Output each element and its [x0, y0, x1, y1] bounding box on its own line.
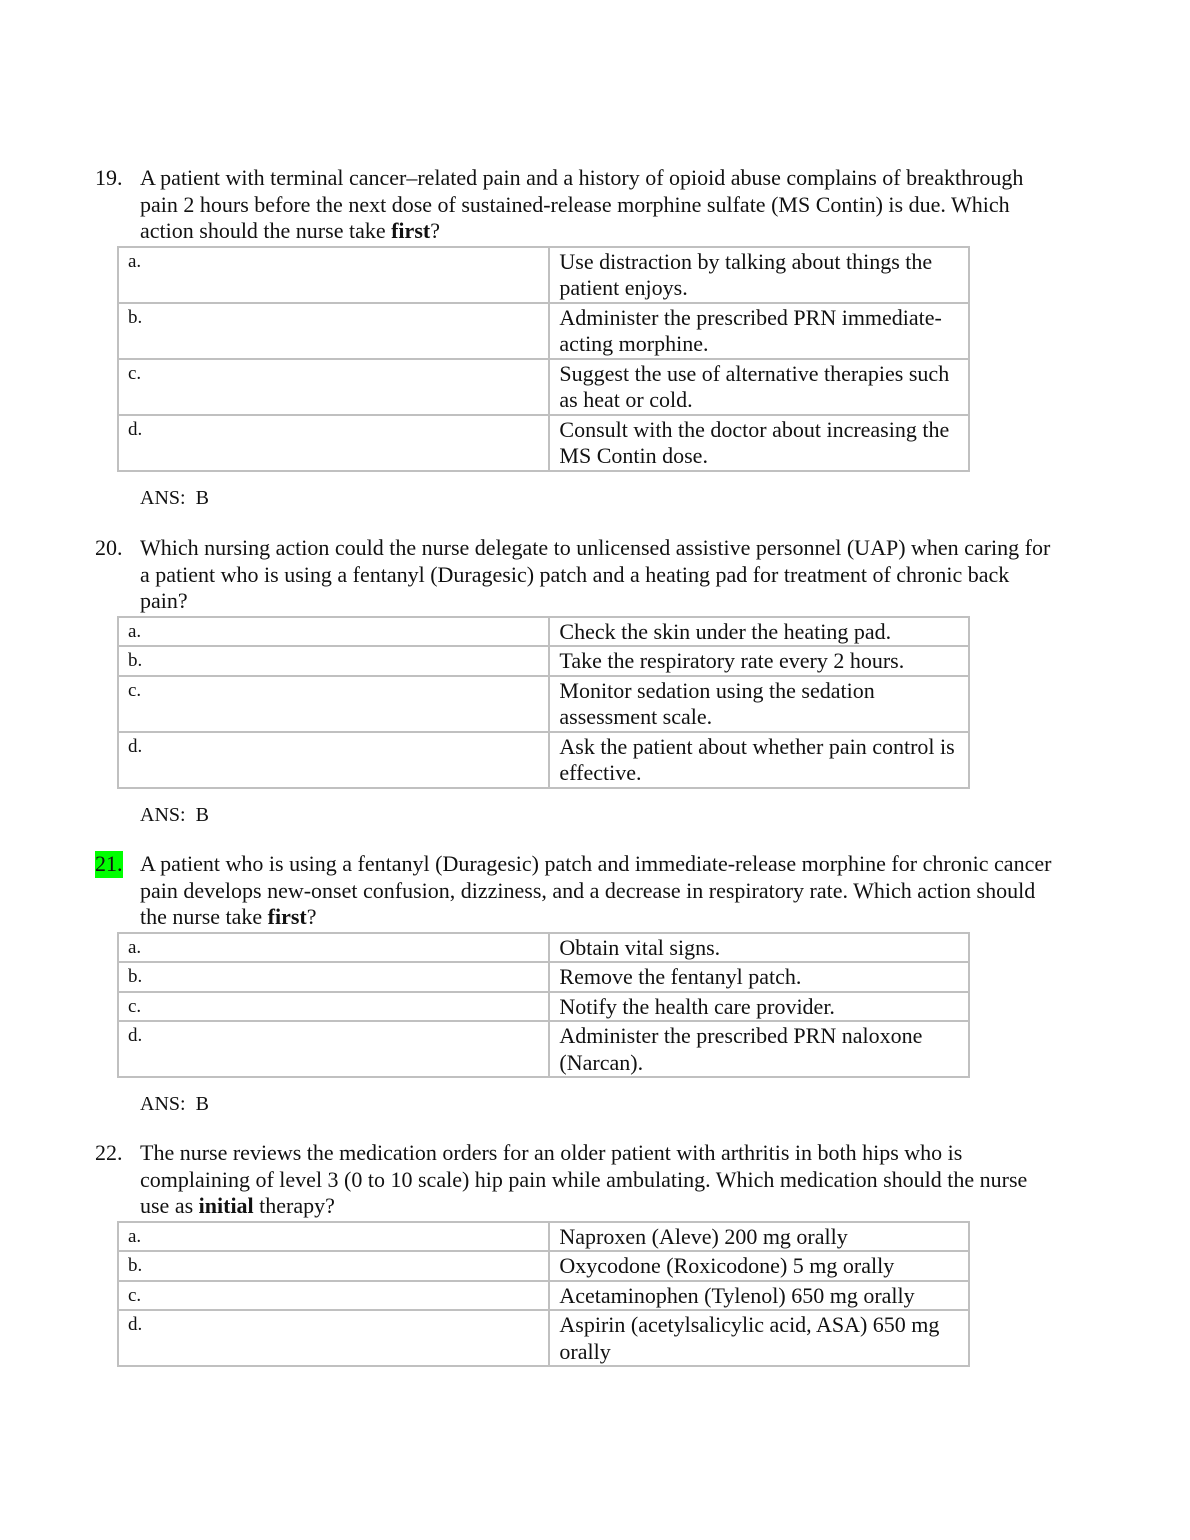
stem-text-end: ?	[306, 904, 317, 929]
option-letter: a.	[118, 1222, 549, 1252]
answer-line	[140, 487, 1055, 510]
option-letter: c.	[118, 992, 549, 1022]
question-stem	[140, 851, 1055, 931]
option-letter: d.	[118, 1021, 549, 1077]
stem-emphasis: first	[267, 904, 307, 929]
question-number: 19.	[95, 165, 123, 190]
answer-line	[140, 1093, 1055, 1116]
option-row	[118, 1222, 969, 1252]
stem-text-end: therapy?	[253, 1193, 335, 1218]
option-text: Notify the health care provider.	[549, 992, 969, 1022]
question-number: 21.	[95, 851, 123, 876]
option-letter: b.	[118, 1251, 549, 1281]
answer-label: ANS:	[140, 803, 186, 826]
options-table	[117, 1221, 970, 1368]
option-row	[118, 617, 969, 647]
option-letter: a.	[118, 247, 549, 303]
option-text: Check the skin under the heating pad.	[549, 617, 969, 647]
option-text: Naproxen (Aleve) 200 mg orally	[549, 1222, 969, 1252]
stem-text: The nurse reviews the medication orders for an older patient with arthritis in both hips who is complaining of level 3 (0 to 10 scale) hip pain while ambulating. Which medication should the nurse use as	[140, 1140, 1028, 1218]
question-stem	[140, 1140, 1055, 1220]
stem-text: A patient with terminal cancer–related pain and a history of opioid abuse complains of breakthrough pain 2 hours before the next dose of sustained-release morphine sulfate (MS Contin) is due. Which action should the nurse take	[140, 165, 1024, 243]
stem-emphasis: first	[391, 218, 431, 243]
option-row	[118, 962, 969, 992]
option-text: Use distraction by talking about things the patient enjoys.	[549, 247, 969, 303]
option-row	[118, 933, 969, 963]
option-row	[118, 415, 969, 471]
option-row	[118, 247, 969, 303]
option-text: Ask the patient about whether pain control is effective.	[549, 732, 969, 788]
option-text: Take the respiratory rate every 2 hours.	[549, 646, 969, 676]
question-stem	[140, 535, 1055, 615]
option-row	[118, 1281, 969, 1311]
option-letter: b.	[118, 962, 549, 992]
answer-value: B	[195, 803, 209, 826]
option-row	[118, 1310, 969, 1366]
option-letter: a.	[118, 933, 549, 963]
option-letter: d.	[118, 1310, 549, 1366]
stem-text: A patient who is using a fentanyl (Duragesic) patch and immediate-release morphine for chronic cancer pain develops new-onset confusion, dizziness, and a decrease in respiratory rate. Which action should the nurse take	[140, 851, 1052, 929]
option-row	[118, 1251, 969, 1281]
answer-value: B	[195, 1093, 209, 1115]
stem-emphasis: initial	[198, 1193, 254, 1218]
question-number: 20.	[95, 535, 123, 560]
option-letter: b.	[118, 303, 549, 359]
stem-text: Which nursing action could the nurse delegate to unlicensed assistive personnel (UAP) when caring for a patient who is using a fentanyl (Duragesic) patch and a heating pad for treatment of chronic back pain?	[140, 535, 1051, 613]
answer-label: ANS:	[140, 1093, 186, 1115]
option-row	[118, 732, 969, 788]
stem-text-end: ?	[430, 218, 440, 243]
option-row	[118, 676, 969, 732]
option-text: Consult with the doctor about increasing the MS Contin dose.	[549, 415, 969, 471]
option-letter: c.	[118, 1281, 549, 1311]
question-22	[95, 1140, 1055, 1367]
option-text: Acetaminophen (Tylenol) 650 mg orally	[549, 1281, 969, 1311]
option-letter: c.	[118, 676, 549, 732]
options-table	[117, 246, 970, 472]
question-21	[95, 851, 1055, 1116]
option-text: Administer the prescribed PRN immediate-acting morphine.	[549, 303, 969, 359]
question-stem	[140, 165, 1055, 245]
options-table	[117, 616, 970, 789]
options-table	[117, 932, 970, 1079]
question-19	[95, 165, 1055, 510]
option-row	[118, 992, 969, 1022]
option-row	[118, 1021, 969, 1077]
option-letter: b.	[118, 646, 549, 676]
answer-value: B	[195, 486, 209, 509]
option-text: Oxycodone (Roxicodone) 5 mg orally	[549, 1251, 969, 1281]
option-text: Monitor sedation using the sedation assessment scale.	[549, 676, 969, 732]
option-letter: c.	[118, 359, 549, 415]
option-letter: d.	[118, 732, 549, 788]
option-row	[118, 359, 969, 415]
option-text: Aspirin (acetylsalicylic acid, ASA) 650 mg orally	[549, 1310, 969, 1366]
answer-label: ANS:	[140, 486, 186, 509]
option-row	[118, 646, 969, 676]
option-text: Remove the fentanyl patch.	[549, 962, 969, 992]
option-text: Suggest the use of alternative therapies such as heat or cold.	[549, 359, 969, 415]
question-20	[95, 535, 1055, 827]
option-text: Obtain vital signs.	[549, 933, 969, 963]
option-letter: a.	[118, 617, 549, 647]
answer-line	[140, 804, 1055, 827]
option-row	[118, 303, 969, 359]
question-number: 22.	[95, 1140, 123, 1165]
option-text: Administer the prescribed PRN naloxone (Narcan).	[549, 1021, 969, 1077]
option-letter: d.	[118, 415, 549, 471]
